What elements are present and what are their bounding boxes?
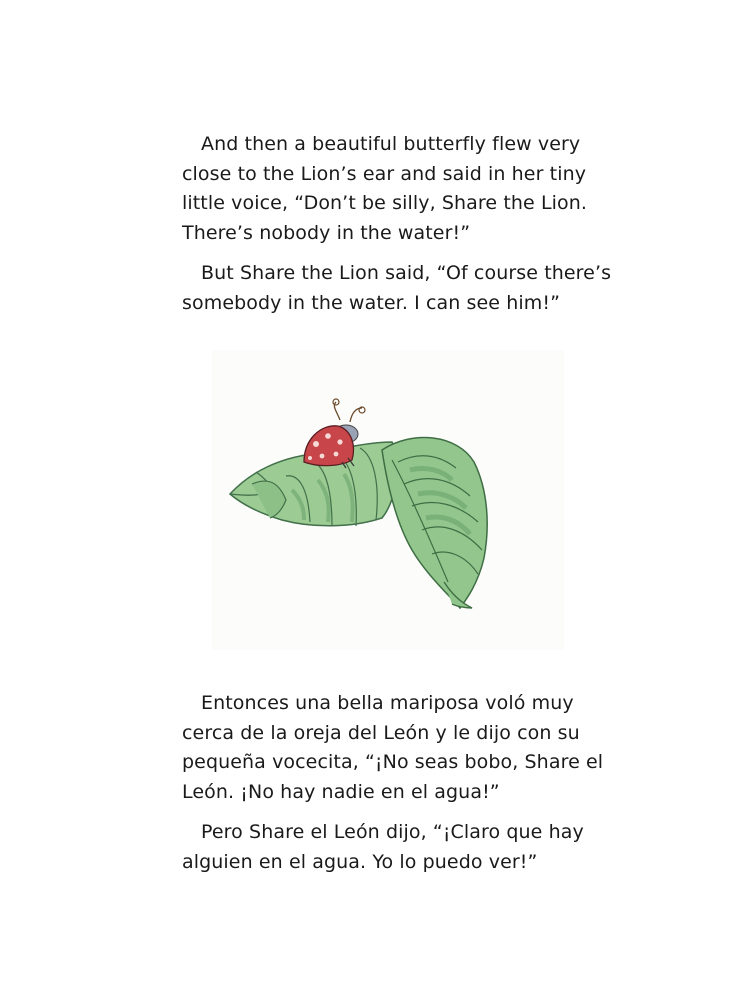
text-line: somebody in the water. I can see him!”	[182, 291, 561, 314]
text-line: little voice, “Don’t be silly, Share the Lion.	[182, 192, 588, 214]
text-line: pequeña vocecita, “¡No seas bobo, Share el	[182, 751, 604, 773]
english-paragraph-2	[182, 259, 612, 318]
english-text-block	[182, 130, 612, 329]
spanish-text-block	[182, 689, 604, 888]
illustration-svg	[212, 350, 564, 650]
right-leaf	[382, 438, 487, 609]
english-paragraph-1	[182, 130, 588, 248]
text-line: close to the Lion’s ear and said in her tiny	[182, 162, 587, 185]
spanish-paragraph-2	[182, 818, 582, 877]
text-line: Entonces una bella mariposa voló muy	[201, 692, 574, 714]
text-line: alguien en el agua. Yo lo puedo ver!”	[182, 850, 538, 873]
text-line: Pero Share el León dijo, “¡Claro que hay	[201, 821, 584, 843]
spanish-paragraph-1	[182, 689, 604, 807]
text-line: cerca de la oreja del León y le dijo con su	[182, 721, 580, 744]
text-line: But Share the Lion said, “Of course there’s	[201, 262, 612, 284]
text-line: There’s nobody in the water!”	[182, 221, 471, 244]
text-line: And then a beautiful butterfly flew very	[201, 133, 581, 155]
ladybug-leaf-illustration	[212, 350, 564, 650]
text-line: León. ¡No hay nadie en el agua!”	[182, 780, 500, 803]
